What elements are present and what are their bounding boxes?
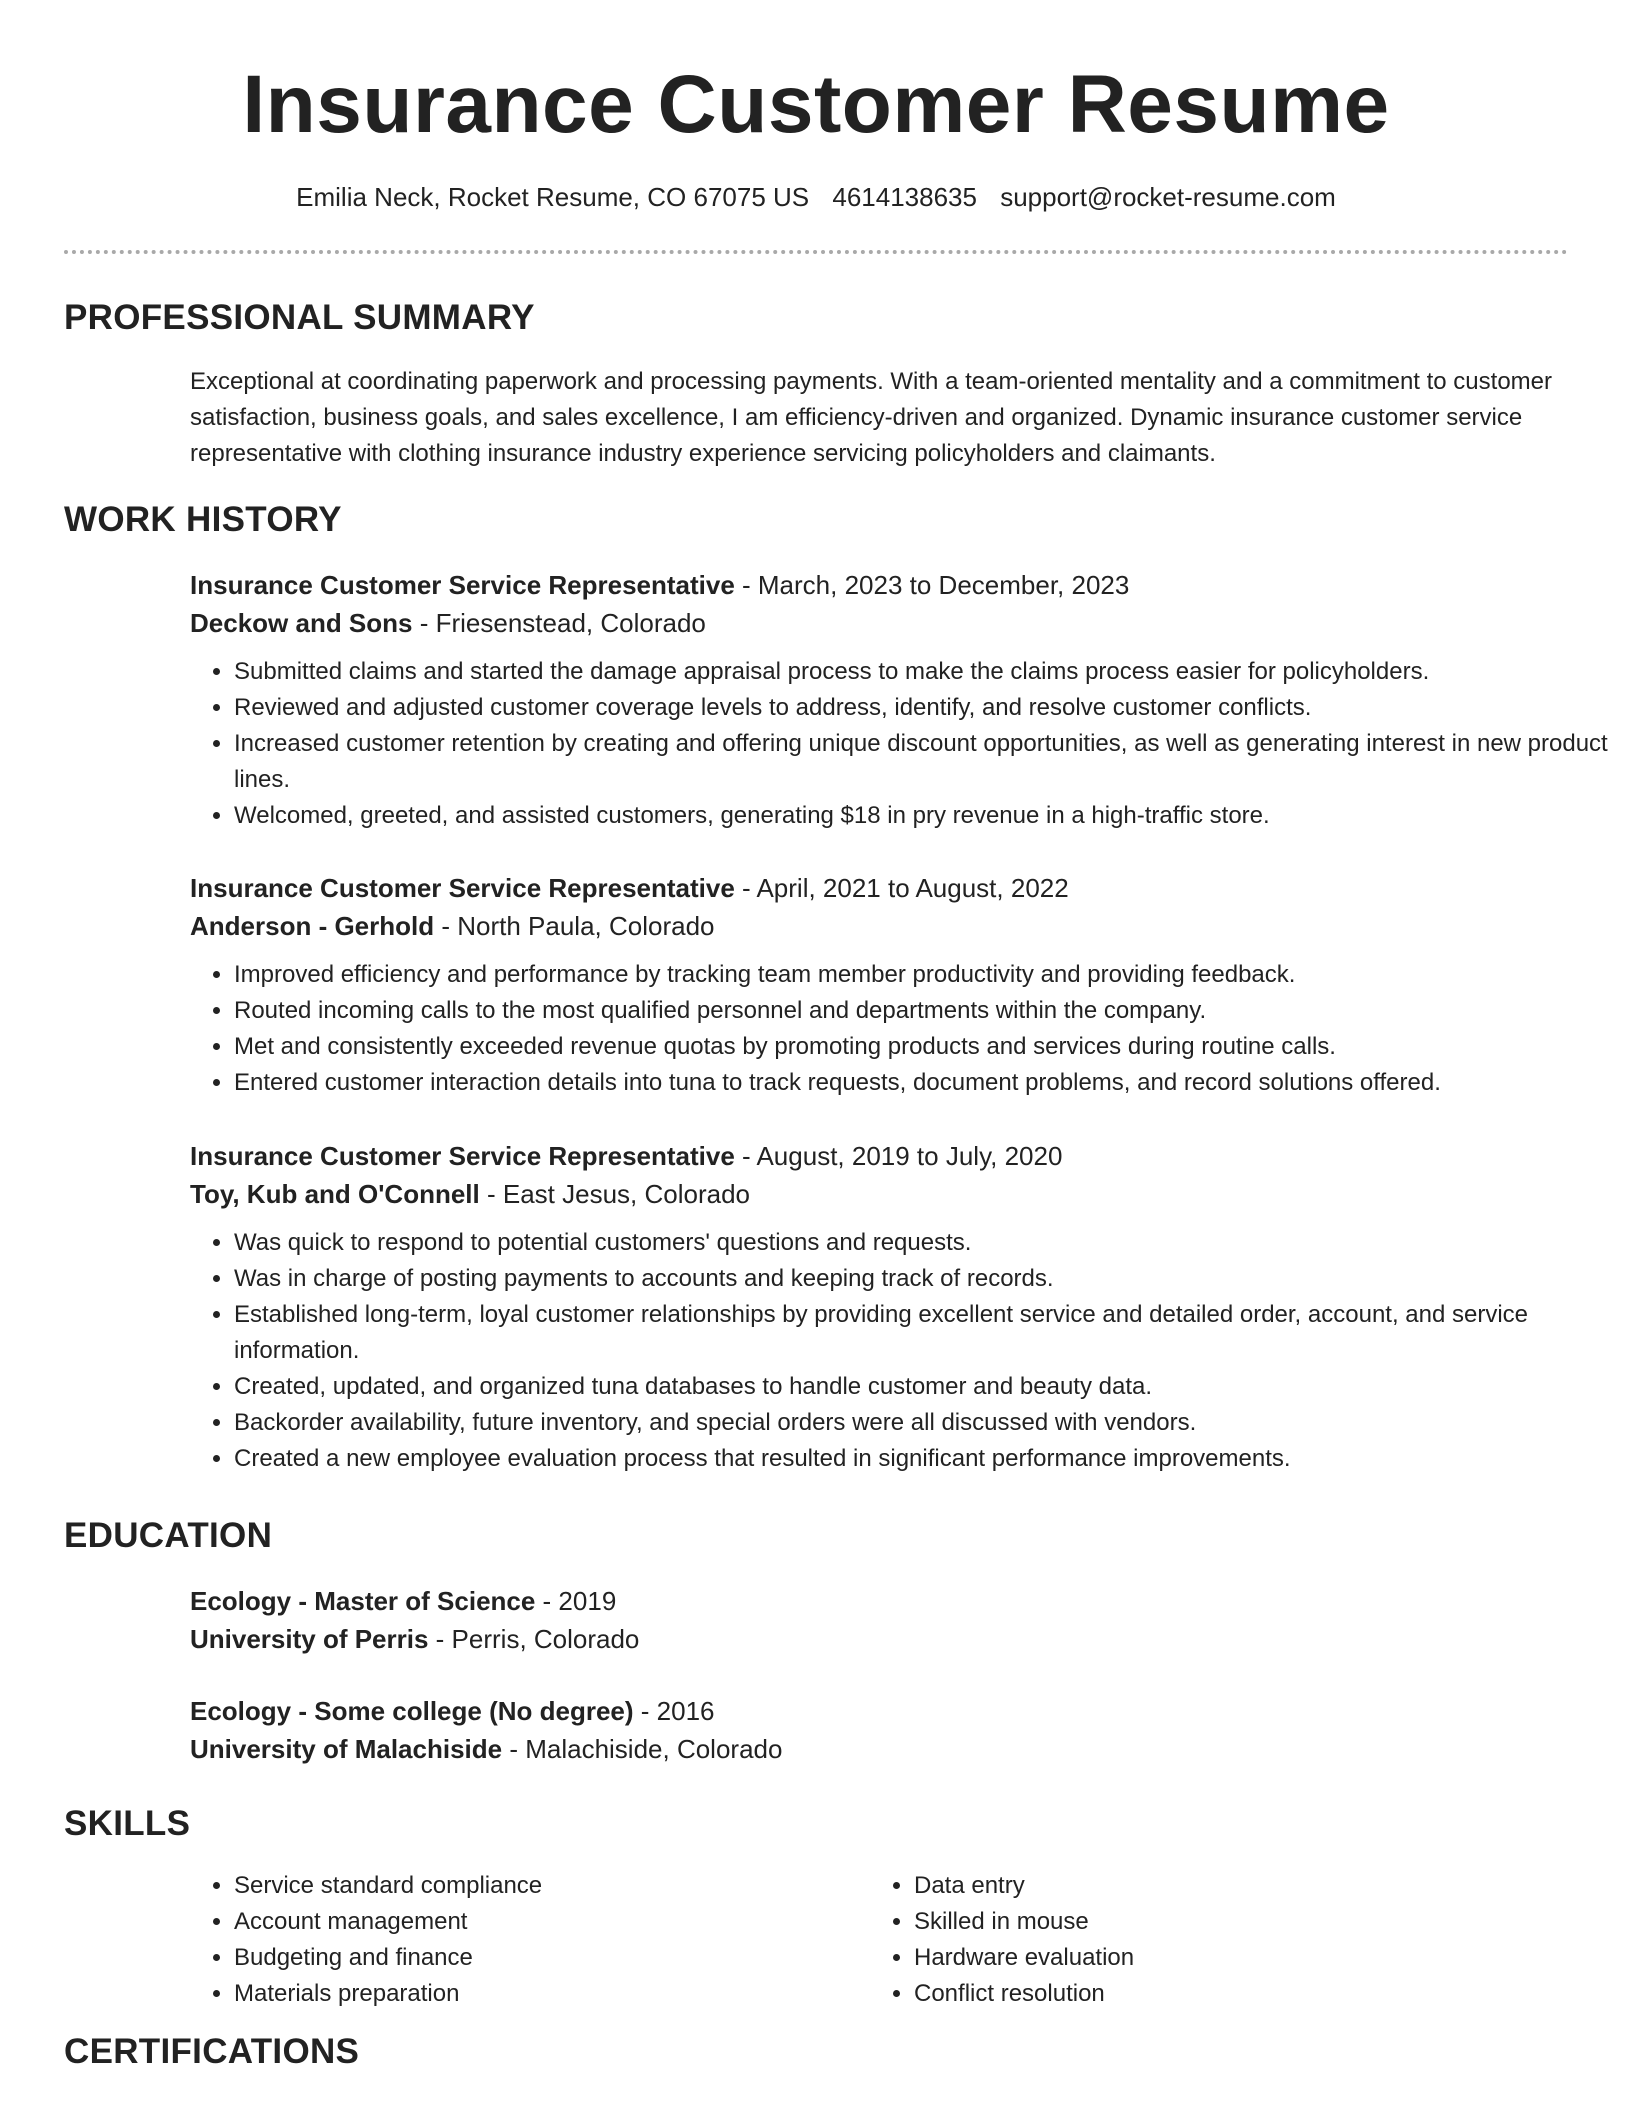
job-location: - East Jesus, Colorado: [479, 1179, 750, 1209]
job-bullet: • Established long-term, loyal customer relationships by providing excellent service and detailed order, account, and service information.: [234, 1297, 1614, 1369]
header-divider: [64, 250, 1568, 254]
job-company: Deckow and Sons: [190, 608, 413, 638]
contact-email[interactable]: support@rocket-resume.com: [1000, 182, 1336, 212]
skill-item: • Service standard compliance: [234, 1868, 830, 1904]
job-dates: - August, 2019 to July, 2020: [734, 1141, 1063, 1171]
section-heading-skills: SKILLS: [64, 1804, 191, 1843]
education-entry: [190, 1692, 1590, 1768]
job-title: Insurance Customer Service Representative: [190, 873, 735, 903]
job-bullet: • Submitted claims and started the damage appraisal process to make the claims process easier for policyholders.: [234, 654, 1614, 690]
job-company-line: [190, 604, 1590, 642]
job-company: Toy, Kub and O'Connell: [190, 1179, 480, 1209]
job-entry: [190, 869, 1590, 1101]
education-entry: [190, 1582, 1590, 1658]
job-entry: [190, 566, 1608, 834]
skills-column-right: [870, 1868, 1510, 2012]
summary-text: Exceptional at coordinating paperwork and processing payments. With a team-oriented mentality and a commitment to customer satisfaction, business goals, and sales excellence, I am efficiency-driven and organized. Dynamic insurance customer service representative with clothing insurance industry experience servicing policyholders and claimants.: [190, 368, 1552, 467]
education-year: - 2016: [633, 1696, 715, 1726]
section-heading-work-history: WORK HISTORY: [64, 500, 342, 539]
job-company: Anderson - Gerhold: [190, 911, 435, 941]
skills-column-left: [190, 1868, 830, 2012]
job-title: Insurance Customer Service Representative: [190, 570, 735, 600]
education-degree-line: [190, 1582, 1590, 1620]
job-bullet: • Welcomed, greeted, and assisted customers, generating $18 in pry revenue in a high-traffic store.: [234, 798, 1614, 834]
job-location: - North Paula, Colorado: [434, 911, 715, 941]
job-bullets: [190, 654, 1614, 834]
skill-item: • Account management: [234, 1904, 830, 1940]
section-heading-summary: PROFESSIONAL SUMMARY: [64, 298, 535, 337]
job-title-line: [190, 869, 1590, 907]
job-title-line: [190, 566, 1590, 604]
education-degree: Ecology - Some college (No degree): [190, 1696, 634, 1726]
job-dates: - March, 2023 to December, 2023: [734, 570, 1130, 600]
education-location: - Malachiside, Colorado: [502, 1734, 783, 1764]
job-bullet: • Was quick to respond to potential customers' questions and requests.: [234, 1225, 1614, 1261]
skill-item: • Skilled in mouse: [914, 1904, 1510, 1940]
skill-item: • Data entry: [914, 1868, 1510, 1904]
job-dates: - April, 2021 to August, 2022: [734, 873, 1069, 903]
section-heading-education: EDUCATION: [64, 1516, 273, 1555]
education-school-line: [190, 1730, 1590, 1768]
job-bullet: • Entered customer interaction details into tuna to track requests, document problems, and record solutions offered.: [234, 1065, 1614, 1101]
summary-block: [190, 364, 1580, 472]
contact-line: [64, 182, 1568, 213]
skill-item: • Hardware evaluation: [914, 1940, 1510, 1976]
job-bullet: • Met and consistently exceeded revenue quotas by promoting products and services during routine calls.: [234, 1029, 1614, 1065]
job-entry: [190, 1137, 1590, 1477]
job-bullets: [190, 1225, 1614, 1477]
job-company-line: [190, 1175, 1590, 1213]
skills-list: [190, 1868, 830, 2012]
job-bullet: • Was in charge of posting payments to accounts and keeping track of records.: [234, 1261, 1614, 1297]
job-company-line: [190, 907, 1590, 945]
education-year: - 2019: [535, 1586, 617, 1616]
section-heading-certifications: CERTIFICATIONS: [64, 2032, 360, 2071]
job-title: Insurance Customer Service Representative: [190, 1141, 735, 1171]
job-bullet: • Improved efficiency and performance by tracking team member productivity and providing feedback.: [234, 957, 1614, 993]
skill-item: • Materials preparation: [234, 1976, 830, 2012]
contact-address: Emilia Neck, Rocket Resume, CO 67075 US: [296, 182, 810, 212]
education-location: - Perris, Colorado: [428, 1624, 640, 1654]
education-school: University of Malachiside: [190, 1734, 503, 1764]
job-title-line: [190, 1137, 1590, 1175]
job-bullet: • Reviewed and adjusted customer coverage levels to address, identify, and resolve customer conflicts.: [234, 690, 1614, 726]
skill-item: • Budgeting and finance: [234, 1940, 830, 1976]
job-bullet: • Increased customer retention by creating and offering unique discount opportunities, as well as generating interest in new product lines.: [234, 726, 1614, 798]
resume-title: Insurance Customer Resume: [242, 59, 1390, 150]
contact-phone: 4614138635: [832, 182, 977, 212]
skills-list: [870, 1868, 1510, 2012]
education-degree-line: [190, 1692, 1590, 1730]
education-school: University of Perris: [190, 1624, 429, 1654]
job-bullet: • Created a new employee evaluation process that resulted in significant performance improvements.: [234, 1441, 1614, 1477]
job-bullet: • Routed incoming calls to the most qualified personnel and departments within the company.: [234, 993, 1614, 1029]
education-school-line: [190, 1620, 1590, 1658]
job-bullet: • Created, updated, and organized tuna databases to handle customer and beauty data.: [234, 1369, 1614, 1405]
job-bullet: • Backorder availability, future inventory, and special orders were all discussed with vendors.: [234, 1405, 1614, 1441]
job-location: - Friesenstead, Colorado: [412, 608, 706, 638]
education-degree: Ecology - Master of Science: [190, 1586, 536, 1616]
job-bullets: [190, 957, 1614, 1101]
skill-item: • Conflict resolution: [914, 1976, 1510, 2012]
